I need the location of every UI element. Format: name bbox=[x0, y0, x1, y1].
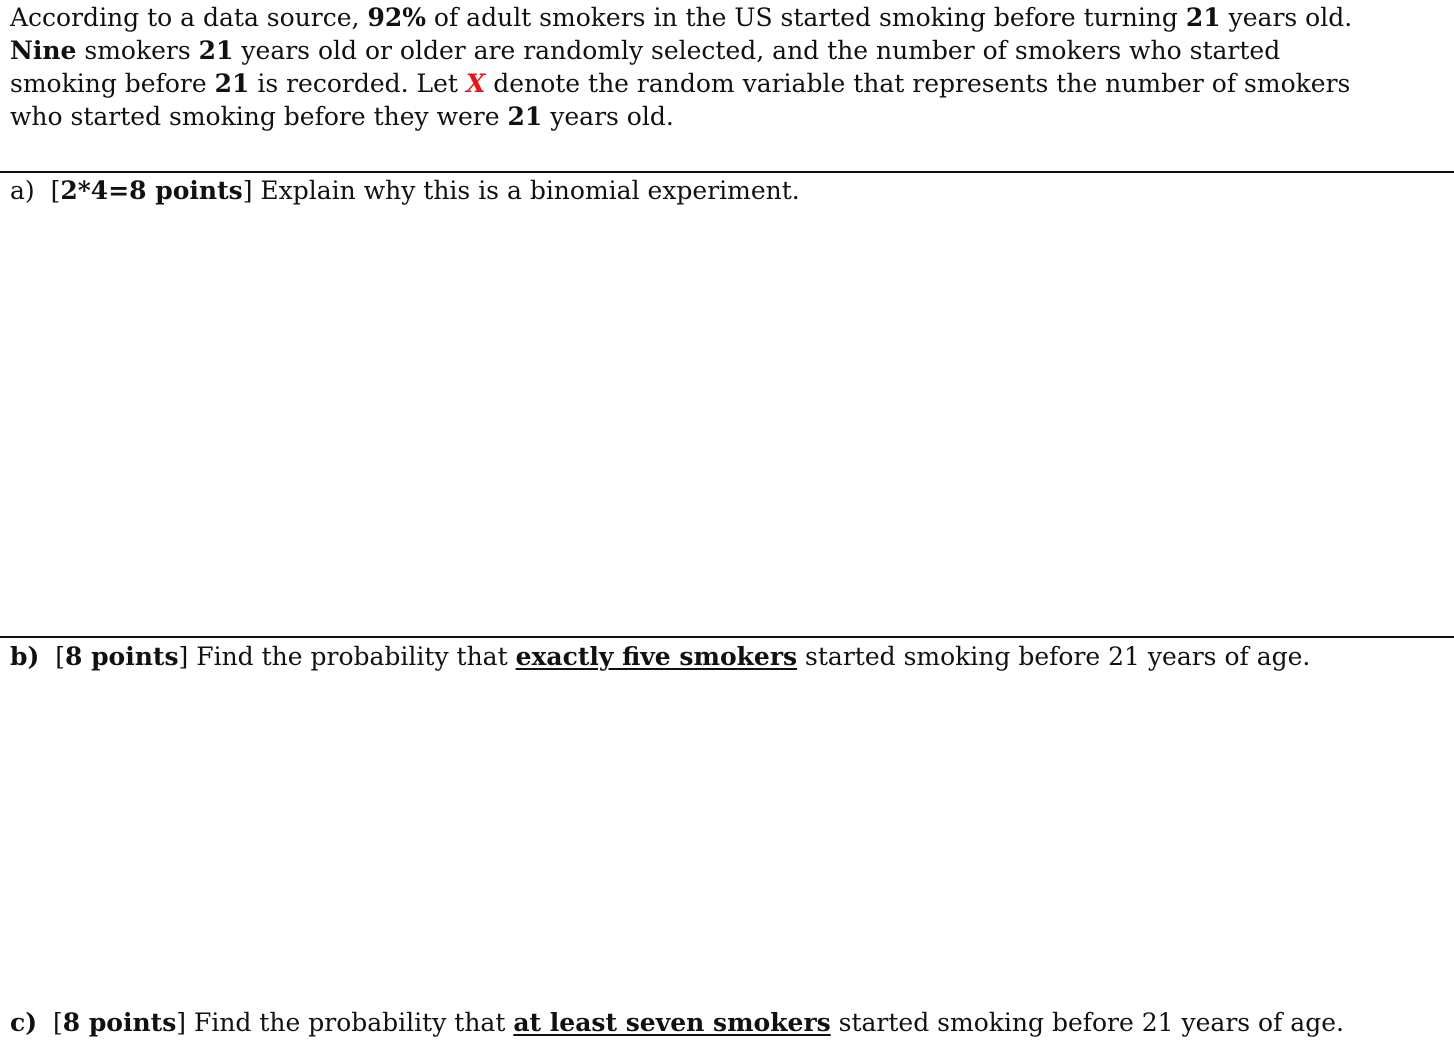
question-c-label: c) bbox=[10, 1008, 38, 1037]
question-c-emphasis: at least seven smokers bbox=[513, 1008, 831, 1037]
question-b-emphasis: exactly five smokers bbox=[515, 642, 798, 671]
section-divider-b bbox=[0, 636, 1454, 638]
question-c-points: 8 points bbox=[62, 1008, 177, 1037]
section-divider-a bbox=[0, 171, 1454, 173]
intro-line-1: According to a data source, 92% of adult smokers in the US started smoking before turning 21 years old. bbox=[10, 3, 1353, 32]
answer-area-a[interactable] bbox=[0, 210, 1454, 634]
intro-line-4: who started smoking before they were 21 years old. bbox=[10, 102, 674, 131]
intro-line-3: smoking before 21 is recorded. Let X denote the random variable that represents the number of smokers bbox=[10, 69, 1351, 98]
question-b: b) [8 points] Find the probability that exactly five smokers started smoking before 21 years of age. bbox=[10, 642, 1311, 671]
problem-statement bbox=[10, 1, 1450, 133]
age-value: 21 bbox=[214, 69, 250, 98]
answer-area-b[interactable] bbox=[0, 676, 1454, 1000]
random-variable-x: X bbox=[465, 69, 486, 98]
age-value: 21 bbox=[507, 102, 543, 131]
question-a-points: 2*4=8 points bbox=[60, 176, 243, 205]
question-a-label: a) bbox=[10, 176, 35, 205]
intro-line-2: Nine smokers 21 years old or older are randomly selected, and the number of smokers who started bbox=[10, 36, 1281, 65]
percent-value: 92% bbox=[367, 3, 426, 32]
age-value: 21 bbox=[198, 36, 234, 65]
sample-size: Nine bbox=[10, 36, 77, 65]
question-b-label: b) bbox=[10, 642, 40, 671]
question-a: a) [2*4=8 points] Explain why this is a binomial experiment. bbox=[10, 176, 800, 205]
question-b-points: 8 points bbox=[64, 642, 179, 671]
age-value: 21 bbox=[1185, 3, 1221, 32]
question-c: c) [8 points] Find the probability that at least seven smokers started smoking before 21 years of age. bbox=[10, 1008, 1344, 1037]
